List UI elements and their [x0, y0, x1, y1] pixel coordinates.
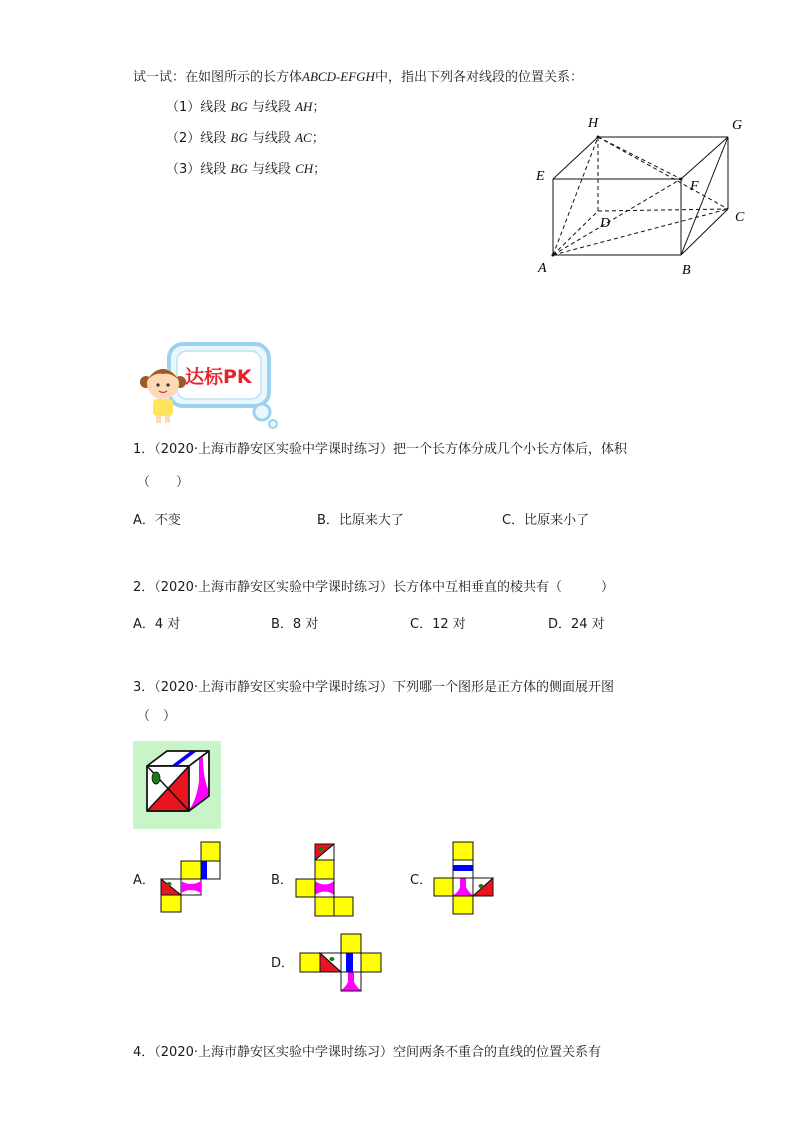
question-2-stem: 2．（2020·上海市静安区实验中学课时练习）长方体中互相垂直的棱共有（ ） — [133, 580, 614, 595]
net-option-a[interactable] — [160, 841, 222, 913]
question-3-option-a-label[interactable]: A． — [133, 873, 155, 888]
cuboid-figure — [520, 105, 760, 285]
intro-suffix: 中，指出下列各对线段的位置关系： — [374, 70, 583, 85]
question-1-option-c[interactable]: C．比原来小了 — [502, 513, 590, 528]
banner-title: 达标PK — [185, 366, 252, 388]
vertex-label-g: G — [732, 118, 743, 133]
reference-cube-image — [133, 741, 221, 829]
question-4-stem: 4．（2020·上海市静安区实验中学课时练习）空间两条不重合的直线的位置关系有 — [133, 1045, 601, 1060]
question-3-blank: （ ） — [137, 709, 177, 724]
vertex-label-b: B — [682, 263, 691, 278]
question-1-blank: （ ） — [137, 475, 190, 490]
vertex-label-c: C — [735, 210, 745, 225]
banner-badge — [133, 338, 283, 426]
question-2-option-d[interactable]: D．24 对 — [548, 617, 605, 632]
intro-solid-name: ABCD-EFGH — [302, 69, 375, 84]
question-3-stem: 3．（2020·上海市静安区实验中学课时练习）下列哪一个图形是正方体的侧面展开图 — [133, 680, 614, 695]
question-1-option-b[interactable]: B．比原来大了 — [317, 513, 404, 528]
intro-item-2: （2）线段 BG 与线段 AC； — [166, 130, 325, 146]
net-option-b[interactable] — [295, 843, 355, 917]
vertex-label-a: A — [538, 261, 547, 276]
net-option-d[interactable] — [299, 933, 385, 993]
question-2-option-b[interactable]: B．8 对 — [271, 617, 319, 632]
intro-prefix: 试一试：在如图所示的长方体 — [133, 70, 303, 85]
net-option-c[interactable] — [433, 841, 495, 915]
vertex-label-e: E — [536, 169, 545, 184]
question-3-option-d-label[interactable]: D． — [271, 956, 295, 971]
vertex-label-f: F — [690, 179, 699, 194]
question-2-option-c[interactable]: C．12 对 — [410, 617, 466, 632]
intro-item-1: （1）线段 BG 与线段 AH； — [166, 99, 326, 115]
question-3-option-c-label[interactable]: C． — [410, 873, 433, 888]
question-2-option-a[interactable]: A．4 对 — [133, 617, 181, 632]
vertex-label-d: D — [600, 216, 611, 231]
intro-line — [133, 68, 583, 87]
question-3-option-b-label[interactable]: B． — [271, 873, 293, 888]
question-1-stem: 1．（2020·上海市静安区实验中学课时练习）把一个长方体分成几个小长方体后，体积 — [133, 442, 627, 457]
intro-item-3: （3）线段 BG 与线段 CH； — [166, 161, 327, 177]
vertex-label-h: H — [588, 116, 599, 131]
question-1-option-a[interactable]: A．不变 — [133, 513, 181, 528]
